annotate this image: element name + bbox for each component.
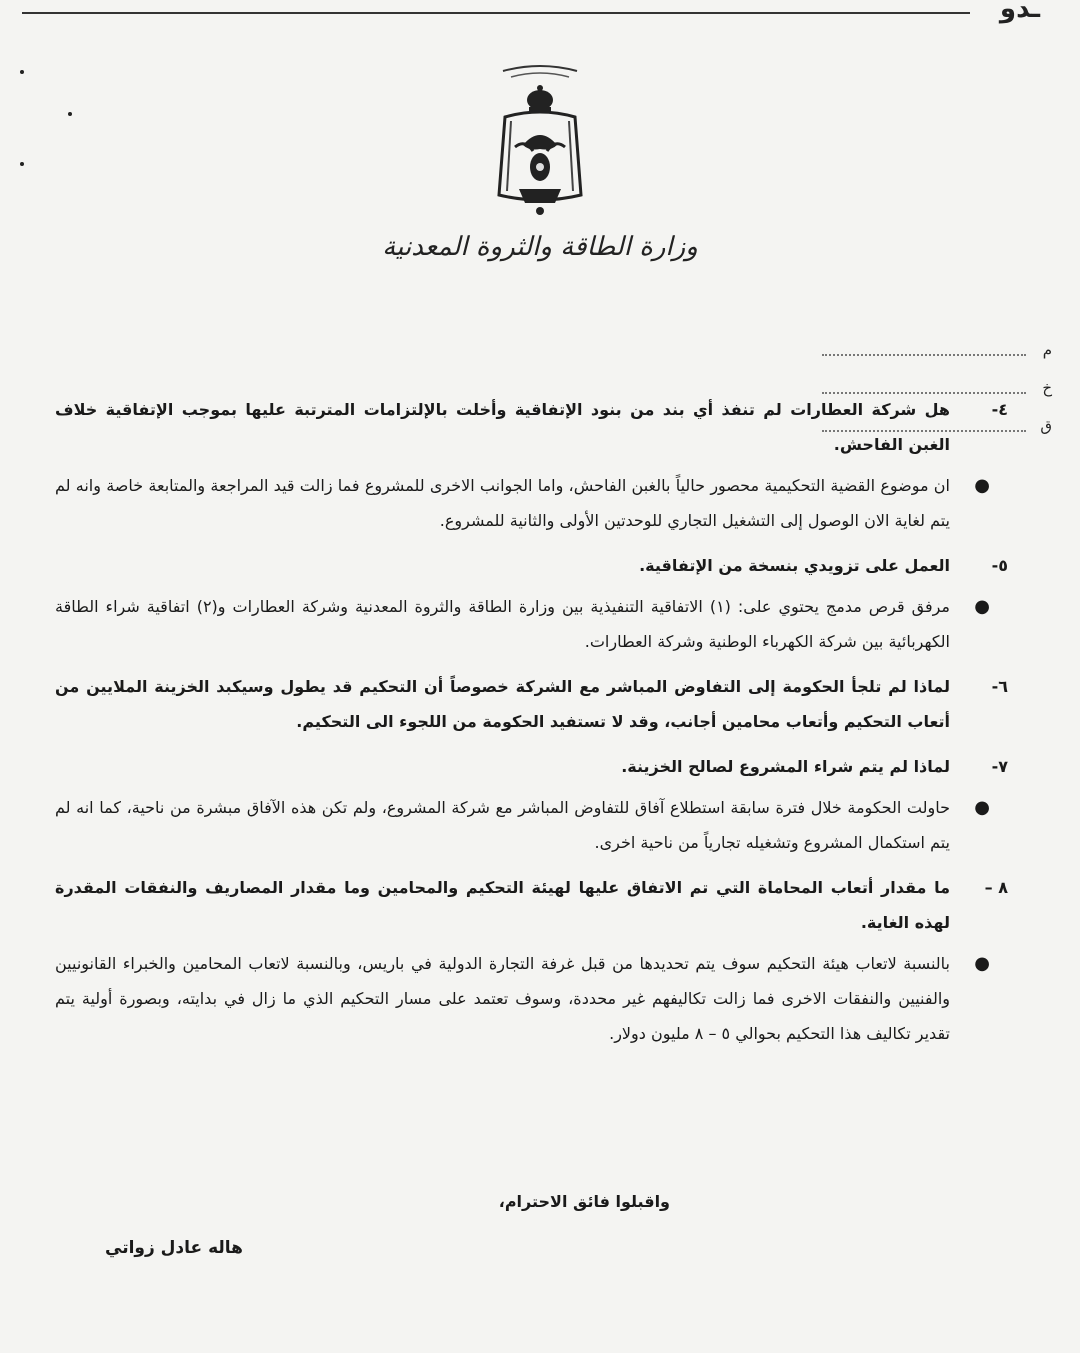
answer-text: ان موضوع القضية التحكيمية محصور حالياً بالغبن الفاحش، واما الجوانب الاخرى للمشروع فما زالت قيد المراجعة والمتابعة خاصة وانه لم يتم لغاية الان الوصول إلى التشغيل التجاري للوحدتين الأولى والثانية للمشروع. [55, 476, 950, 530]
answer-text: بالنسبة لاتعاب هيئة التحكيم سوف يتم تحديدها من قبل غرفة التجارة الدولية في باريس، وبالنسبة لاتعاب المحامين والخبراء القانونيين والفنيين والنفقات الاخرى فما زالت تكاليفهم غير محددة، وسوف تعتمد على مسار التحكيم الذي ما زال في بدايته، وبصورة أولية يتم تقدير تكاليف هذا التحكيم بحوالي ٥ – ٨ مليون دولار. [55, 954, 950, 1043]
question-4 [55, 392, 1008, 462]
question-6 [55, 669, 1008, 739]
question-5 [55, 548, 1008, 583]
corner-mark: ـدو [999, 0, 1040, 24]
bullet-icon: ● [974, 596, 990, 617]
question-number: ٦- [991, 677, 1008, 696]
ref-label: م [1042, 341, 1052, 359]
question-text: العمل على تزويدي بنسخة من الإتفاقية. [639, 556, 950, 575]
coat-of-arms-icon [485, 55, 595, 220]
ref-label: خ [1042, 379, 1052, 397]
answer-8 [55, 946, 1008, 1051]
question-number: ٧- [991, 757, 1008, 776]
answer-7 [55, 790, 1008, 860]
letterhead [0, 55, 1080, 220]
bullet-icon: ● [974, 475, 990, 496]
letter-body [55, 392, 1008, 1061]
question-7 [55, 749, 1008, 784]
ref-number-row [822, 338, 1052, 362]
question-text: هل شركة العطارات لم تنفذ أي بند من بنود الإتفاقية وأخلت بالإلتزامات المترتبة عليها بموجب الإتفاقية خلاف الغبن الفاحش. [55, 400, 950, 454]
question-text: لماذا لم تلجأ الحكومة إلى التفاوض المباشر مع الشركة خصوصاً أن التحكيم قد يطول وسيكبد الخزينة الملايين من أتعاب التحكيم وأتعاب محامين أجانب، وقد لا تستفيد الحكومة من اللجوء الى التحكيم. [55, 677, 950, 731]
question-number: ٥- [991, 556, 1008, 575]
answer-text: حاولت الحكومة خلال فترة سابقة استطلاع آفاق للتفاوض المباشر مع شركة المشروع، ولم تكن هذه الآفاق مبشرة من ناحية، كما انه لم يتم استكمال المشروع وتشغيله تجارياً من ناحية اخرى. [55, 798, 950, 852]
dotted-line [822, 344, 1026, 356]
answer-text: مرفق قرص مدمج يحتوي على: (١) الاتفاقية التنفيذية بين وزارة الطاقة والثروة المعدنية وشركة العطارات و(٢) اتفاقية شراء الطاقة الكهربائية بين شركة الكهرباء الوطنية وشركة العطارات. [55, 597, 951, 651]
bullet-icon: ● [974, 953, 990, 974]
question-text: ما مقدار أتعاب المحاماة التي تم الاتفاق عليها لهيئة التحكيم والمحامين وما مقدار المصاريف والنفقات المقدرة لهذه الغاية. [55, 878, 950, 932]
ref-label: ق [1040, 417, 1052, 435]
question-number: ٨ – [984, 878, 1008, 897]
question-number: ٤- [991, 400, 1008, 419]
closing-salutation: واقبلوا فائق الاحترام، [498, 1192, 670, 1211]
ministry-name: وزارة الطاقة والثروة المعدنية [382, 232, 698, 262]
question-8 [55, 870, 1008, 940]
question-text: لماذا لم يتم شراء المشروع لصالح الخزينة. [621, 757, 950, 776]
bullet-icon: ● [974, 797, 990, 818]
signature-name: هاله عادل زواتي [105, 1238, 243, 1258]
answer-4 [55, 468, 1008, 538]
answer-5 [55, 589, 1008, 659]
top-rule [22, 12, 970, 14]
